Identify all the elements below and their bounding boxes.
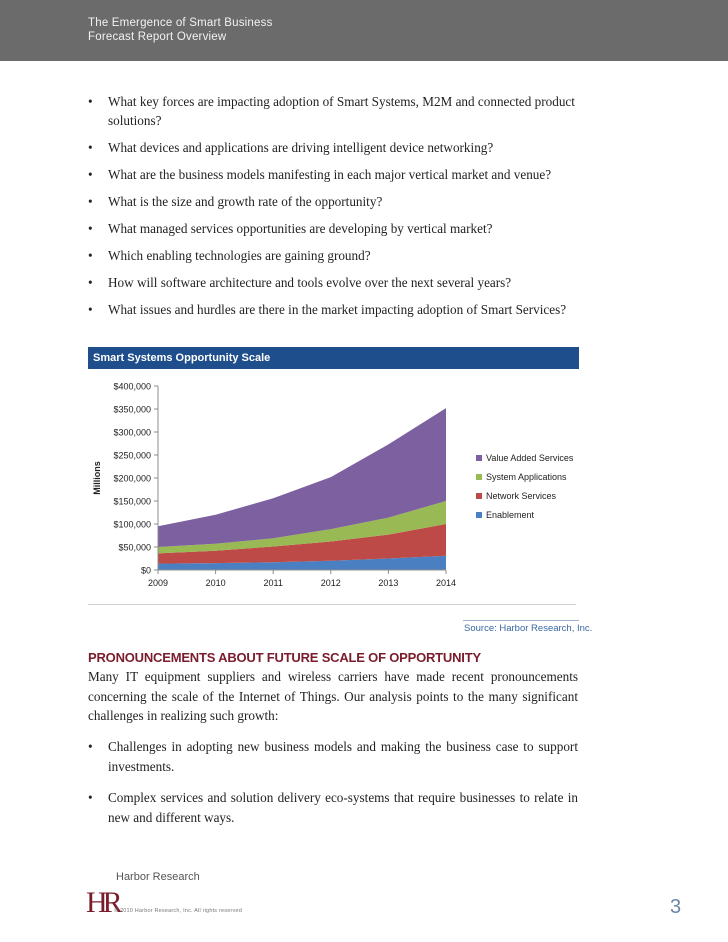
question-text: What is the size and growth rate of the opportunity? — [108, 194, 383, 209]
legend-label: Network Services — [486, 491, 557, 501]
y-tick-label: $350,000 — [113, 404, 151, 415]
y-axis-title: Millions — [92, 461, 102, 495]
y-tick-label: $50,000 — [118, 542, 151, 553]
x-tick-label: 2009 — [147, 578, 169, 588]
bullet-icon: • — [88, 140, 93, 155]
bullet-icon: • — [88, 275, 93, 290]
logo-monogram: HR — [86, 886, 118, 916]
y-tick-label: $0 — [140, 565, 151, 576]
list-item — [88, 138, 584, 157]
report-title-line2: Forecast Report Overview — [88, 31, 227, 43]
list-item — [88, 92, 584, 130]
y-tick-label: $150,000 — [113, 496, 151, 507]
y-tick-label: $200,000 — [113, 473, 151, 484]
legend-swatch — [476, 512, 482, 518]
copyright-notice: © 2010 Harbor Research, Inc. All rights reserved — [114, 908, 242, 914]
x-tick-label: 2010 — [205, 578, 226, 588]
x-tick-label: 2013 — [378, 578, 399, 588]
question-text: What are the business models manifesting in each major vertical market and venue? — [108, 167, 552, 182]
question-text: What devices and applications are driving intelligent device networking? — [108, 140, 494, 155]
legend-swatch — [476, 474, 482, 480]
list-item — [88, 165, 584, 184]
legend-swatch — [476, 493, 482, 499]
question-text: Which enabling technologies are gaining ground? — [108, 248, 371, 263]
chart-title: Smart Systems Opportunity Scale — [93, 352, 271, 364]
question-text: What key forces are impacting adoption of Smart Systems, M2M and connected product solutions? — [108, 94, 575, 128]
challenge-text: Challenges in adopting new business models and making the business case to support investments. — [108, 739, 578, 774]
list-item — [88, 219, 584, 238]
list-item — [88, 788, 578, 827]
bullet-icon: • — [88, 94, 93, 109]
report-title — [88, 16, 273, 44]
legend-label: Enablement — [486, 510, 535, 520]
question-text: What issues and hurdles are there in the market impacting adoption of Smart Services? — [108, 302, 567, 317]
section-heading: PRONOUNCEMENTS ABOUT FUTURE SCALE OF OPPORTUNITY — [88, 650, 481, 665]
y-tick-label: $250,000 — [113, 450, 151, 461]
y-tick-label: $100,000 — [113, 519, 151, 530]
report-title-line1: The Emergence of Smart Business — [88, 17, 273, 29]
section-paragraph: Many IT equipment suppliers and wireless carriers have made recent pronouncements concerning the scale of the Internet of Things. Our analysis points to the many significant challenges in realizing such growth: — [88, 669, 578, 723]
x-tick-label: 2012 — [320, 578, 341, 588]
list-item — [88, 246, 584, 265]
bullet-icon: • — [88, 739, 93, 754]
chart-canvas — [88, 372, 579, 604]
key-questions-list — [88, 92, 584, 327]
x-tick-label: 2011 — [263, 578, 283, 588]
source-divider — [463, 620, 579, 621]
list-item — [88, 737, 578, 776]
chart-title-bar — [88, 347, 579, 369]
page-number: 3 — [670, 896, 682, 918]
chart-source: Source: Harbor Research, Inc. — [464, 623, 593, 634]
challenges-list — [88, 737, 578, 839]
y-tick-label: $300,000 — [113, 427, 151, 438]
company-name: Harbor Research — [116, 871, 200, 883]
x-tick-label: 2014 — [435, 578, 457, 588]
challenge-text: Complex services and solution delivery eco-systems that require businesses to relate in new and different ways. — [108, 790, 578, 825]
legend-label: System Applications — [486, 472, 567, 482]
y-tick-label: $400,000 — [113, 381, 151, 392]
report-header-band — [0, 0, 728, 61]
chart-bottom-divider — [88, 604, 576, 605]
list-item — [88, 300, 584, 319]
list-item — [88, 192, 584, 211]
bullet-icon: • — [88, 221, 93, 236]
bullet-icon: • — [88, 790, 93, 805]
question-text: What managed services opportunities are developing by vertical market? — [108, 221, 493, 236]
bullet-icon: • — [88, 194, 93, 209]
legend-swatch — [476, 455, 482, 461]
list-item — [88, 273, 584, 292]
bullet-icon: • — [88, 167, 93, 182]
bullet-icon: • — [88, 302, 93, 317]
question-text: How will software architecture and tools evolve over the next several years? — [108, 275, 512, 290]
legend-label: Value Added Services — [486, 453, 574, 463]
bullet-icon: • — [88, 248, 93, 263]
opportunity-chart — [88, 372, 579, 612]
